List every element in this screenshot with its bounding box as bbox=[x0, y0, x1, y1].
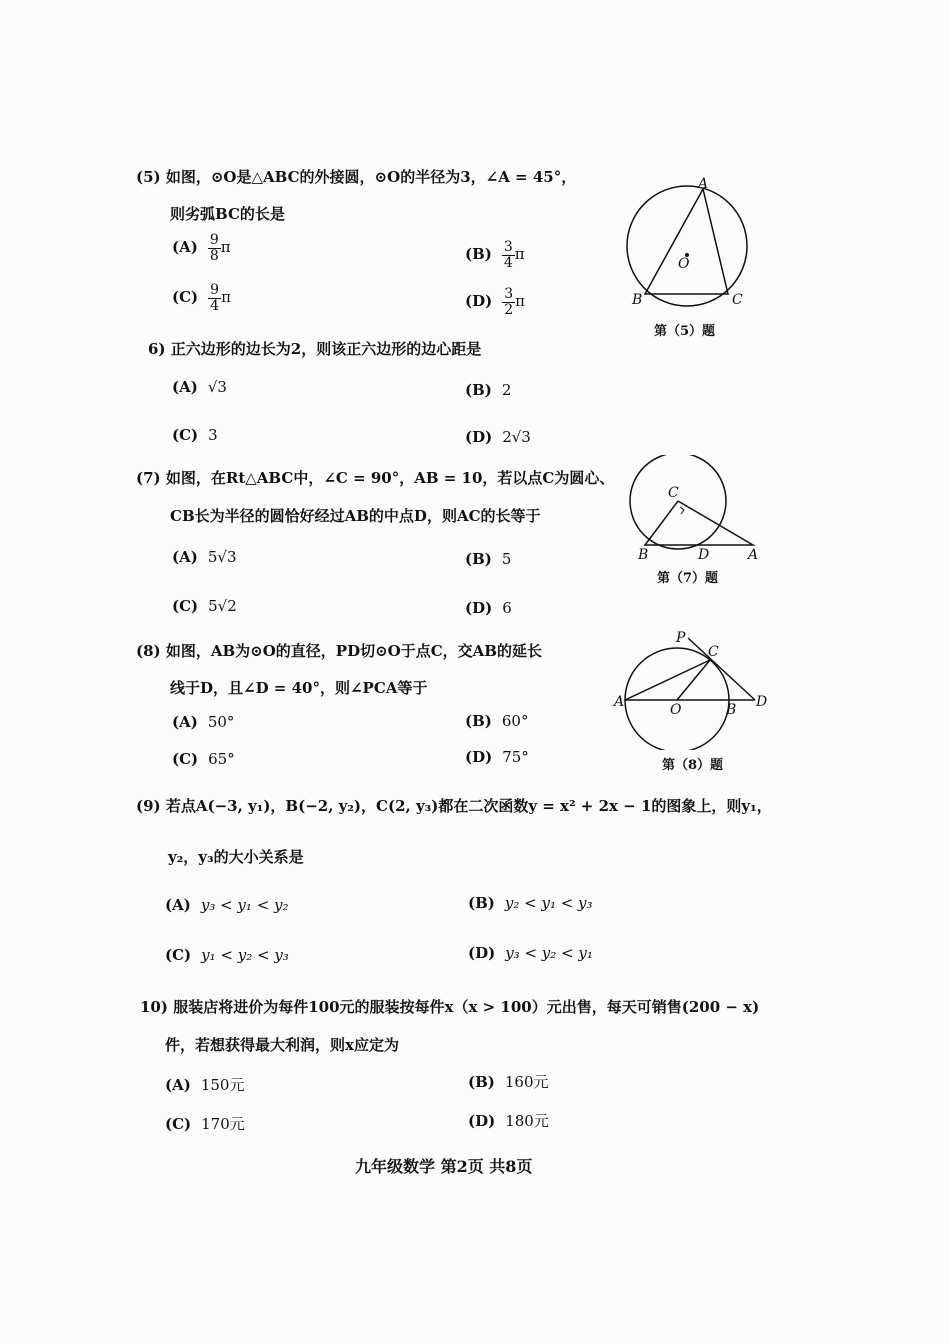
q9-stem-line2: y₂，y₃的大小关系是 bbox=[168, 848, 304, 866]
q5-label-a: A bbox=[698, 176, 709, 192]
q6-option-c: (C) 3 bbox=[172, 426, 218, 444]
q8-option-b: (B) 60° bbox=[465, 712, 529, 730]
q5-stem-line1: (5) 如图，⊙O是△ABC的外接圆，⊙O的半径为3，∠A = 45°， bbox=[136, 168, 577, 186]
q7-stem-line2: CB长为半径的圆恰好经过AB的中点D，则AC的长等于 bbox=[170, 507, 541, 525]
q9-option-a: (A) y₃ < y₁ < y₂ bbox=[165, 896, 289, 914]
q7-option-b: (B) 5 bbox=[465, 550, 512, 568]
page-footer: 九年级数学 第2页 共8页 bbox=[355, 1157, 533, 1176]
q9-option-d: (D) y₃ < y₂ < y₁ bbox=[468, 944, 593, 962]
q5-label-b: B bbox=[632, 292, 643, 308]
q5-option-a: (A) $\frac{9}{8}$ π bbox=[172, 232, 231, 264]
q10-option-d: (D) 180元 bbox=[468, 1112, 549, 1130]
q7-label-c: C bbox=[668, 485, 679, 501]
q5-circle bbox=[627, 186, 747, 306]
q5-figure bbox=[620, 176, 755, 311]
q5-option-c-label: (C) bbox=[172, 288, 199, 307]
q5-label-o: O bbox=[678, 256, 690, 272]
q5-option-a-fraction: $\frac{9}{8}$ bbox=[209, 232, 219, 264]
q7-stem-line1: (7) 如图，在Rt△ABC中，∠C = 90°，AB = 10，若以点C为圆心、 bbox=[136, 469, 615, 487]
q5-option-d-fraction: $\frac{3}{2}$ bbox=[504, 286, 514, 318]
q8-label-d: D bbox=[756, 694, 768, 710]
q7-triangle bbox=[645, 501, 753, 545]
q6-option-d: (D) 2√3 bbox=[465, 428, 531, 446]
q5-option-b-fraction: $\frac{3}{4}$ bbox=[503, 239, 513, 271]
q5-option-d: (D) $\frac{3}{2}$ π bbox=[465, 286, 525, 318]
q7-right-angle-mark bbox=[680, 507, 684, 514]
q8-tangent-line bbox=[688, 638, 755, 700]
q8-label-a: A bbox=[614, 694, 625, 710]
q5-caption: 第（5）题 bbox=[654, 324, 716, 339]
q9-option-b: (B) y₂ < y₁ < y₃ bbox=[468, 894, 593, 912]
q10-option-a: (A) 150元 bbox=[165, 1076, 245, 1094]
q8-figure bbox=[612, 630, 772, 750]
q9-option-c: (C) y₁ < y₂ < y₃ bbox=[165, 946, 289, 964]
q8-label-o: O bbox=[670, 702, 682, 718]
q8-caption: 第（8）题 bbox=[662, 758, 724, 773]
q5-option-b-label: (B) bbox=[465, 245, 492, 264]
q7-figure bbox=[618, 455, 768, 563]
q8-stem-line1: (8) 如图，AB为⊙O的直径，PD切⊙O于点C，交AB的延长 bbox=[136, 642, 542, 660]
q8-label-c: C bbox=[708, 644, 719, 660]
q5-triangle bbox=[645, 189, 728, 294]
q7-option-a: (A) 5√3 bbox=[172, 548, 237, 566]
q7-option-c: (C) 5√2 bbox=[172, 597, 237, 615]
q8-label-b: B bbox=[726, 702, 737, 718]
q7-label-a: A bbox=[748, 547, 759, 563]
q10-option-b: (B) 160元 bbox=[468, 1073, 549, 1091]
q5-option-b: (B) $\frac{3}{4}$ π bbox=[465, 239, 525, 271]
q5-option-a-label: (A) bbox=[172, 238, 198, 257]
q8-option-a: (A) 50° bbox=[172, 713, 235, 731]
q10-stem-line1: 10) 服装店将进价为每件100元的服装按每件x（x > 100）元出售，每天可销售(200 − x) bbox=[140, 998, 760, 1016]
q8-stem-line2: 线于D，且∠D = 40°，则∠PCA等于 bbox=[170, 679, 428, 697]
q5-option-c: (C) $\frac{9}{4}$ π bbox=[172, 282, 231, 314]
q6-option-a: (A) √3 bbox=[172, 378, 227, 396]
q5-option-c-fraction: $\frac{9}{4}$ bbox=[210, 282, 220, 314]
q7-option-d: (D) 6 bbox=[465, 599, 512, 617]
q9-stem-line1: (9) 若点A(−3, y₁)，B(−2, y₂)，C(2, y₃)都在二次函数y = x² + 2x − 1的图象上，则y₁， bbox=[136, 797, 772, 815]
q8-option-c: (C) 65° bbox=[172, 750, 235, 768]
q5-stem-line2: 则劣弧BC的长是 bbox=[170, 205, 285, 223]
q6-option-b: (B) 2 bbox=[465, 381, 512, 399]
q5-label-c: C bbox=[732, 292, 743, 308]
q10-stem-line2: 件，若想获得最大利润，则x应定为 bbox=[165, 1036, 399, 1054]
q8-label-p: P bbox=[676, 630, 686, 646]
q7-caption: 第（7）题 bbox=[657, 571, 719, 586]
q7-label-d: D bbox=[698, 547, 710, 563]
q6-stem: 6) 正六边形的边长为2，则该正六边形的边心距是 bbox=[148, 340, 482, 358]
q8-option-d: (D) 75° bbox=[465, 748, 529, 766]
q7-label-b: B bbox=[638, 547, 649, 563]
q8-radius-oc bbox=[677, 660, 710, 700]
q10-option-c: (C) 170元 bbox=[165, 1115, 245, 1133]
q5-option-d-label: (D) bbox=[465, 292, 493, 311]
